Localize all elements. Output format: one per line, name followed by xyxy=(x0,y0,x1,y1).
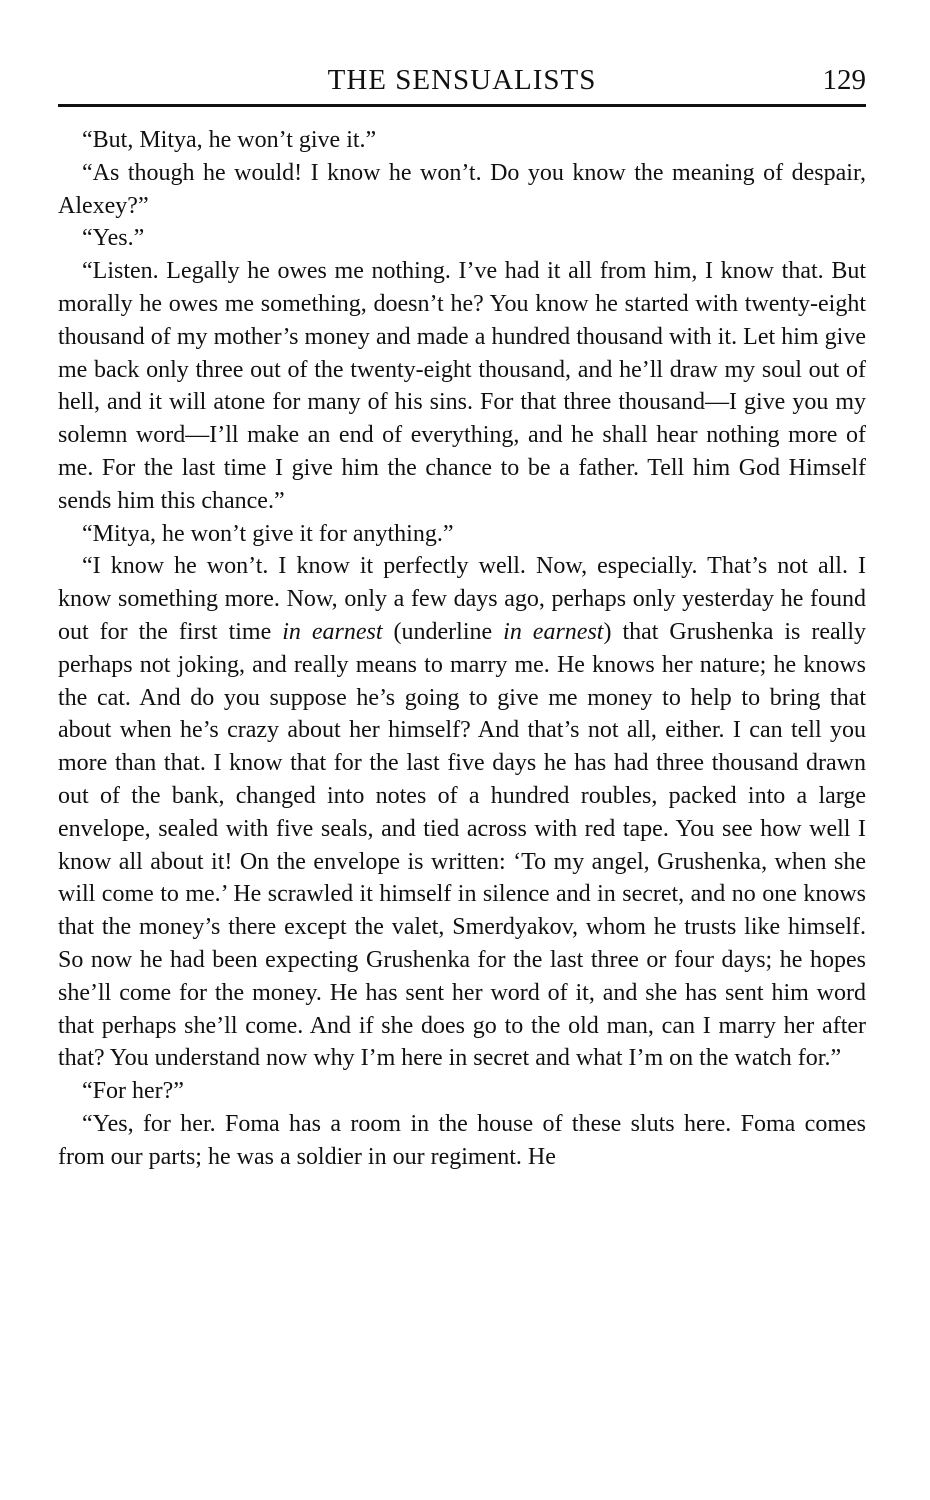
paragraph xyxy=(58,550,866,1075)
page-number: 129 xyxy=(822,64,866,96)
paragraph-text: (underline xyxy=(382,618,504,645)
paragraph-text: “I know he won’t. I know it perfectly well. Now, especially. That’s not all. I know something more. Now, only a few days ago, perhaps only yesterday he found out for the first time xyxy=(58,553,866,645)
paragraph: “Yes, for her. Foma has a room in the house of these sluts here. Foma comes from our parts; he was a soldier in our regiment. He xyxy=(58,1110,866,1170)
italic-phrase: in earnest xyxy=(503,618,604,645)
paragraph: “For her?” xyxy=(82,1078,184,1105)
header-rule xyxy=(58,104,866,107)
paragraph: “As though he would! I know he won’t. Do you know the meaning of despair, Alexey?” xyxy=(58,159,866,219)
paragraph: “Yes.” xyxy=(82,225,145,252)
italic-phrase: in earnest xyxy=(282,618,383,645)
paragraph: “Mitya, he won’t give it for anything.” xyxy=(82,520,454,547)
paragraph-text: ) that Grushenka is really perhaps not joking, and really means to marry me. He knows her nature; he knows the cat. And do you suppose he’s going to give me money to help to bring that about when he’s crazy about her himself? And that’s not all, either. I can tell you more than that. I know that for the last five days he has had three thousand drawn out of the bank, changed into notes of a hundred roubles, packed into a large envelope, sealed with five seals, and tied across with red tape. You see how well I know all about it! On the envelope is written: ‘To my angel, Grushenka, when she will come to me.’ He scrawled it himself in silence and in secret, and no one knows that the money’s there except the valet, Smerdyakov, whom he trusts like himself. So now he had been expecting Grushenka for the last three or four days; he hopes she’ll come for the money. He has sent her word of it, and she has sent him word that perhaps she’ll come. And if she does go to the old man, can I marry her after that? You understand now why I’m here in secret and what I’m on the watch for.” xyxy=(58,618,867,1072)
body-text xyxy=(58,124,866,1174)
running-title: THE SENSUALISTS xyxy=(327,64,597,96)
page-header xyxy=(58,60,866,100)
paragraph: “Listen. Legally he owes me nothing. I’ve had it all from him, I know that. But morally he owes me something, doesn’t he? You know he started with twenty-eight thousand of my mother’s money and made a hundred thousand with it. Let him give me back only three out of the twenty-eight thousand, and he’ll draw my soul out of hell, and it will atone for many of his sins. For that three thousand—I give you my solemn word—I’ll make an end of everything, and he shall hear nothing more of me. For the last time I give him the chance to be a father. Tell him God Himself sends him this chance.” xyxy=(58,258,866,514)
paragraph: “But, Mitya, he won’t give it.” xyxy=(82,127,377,153)
